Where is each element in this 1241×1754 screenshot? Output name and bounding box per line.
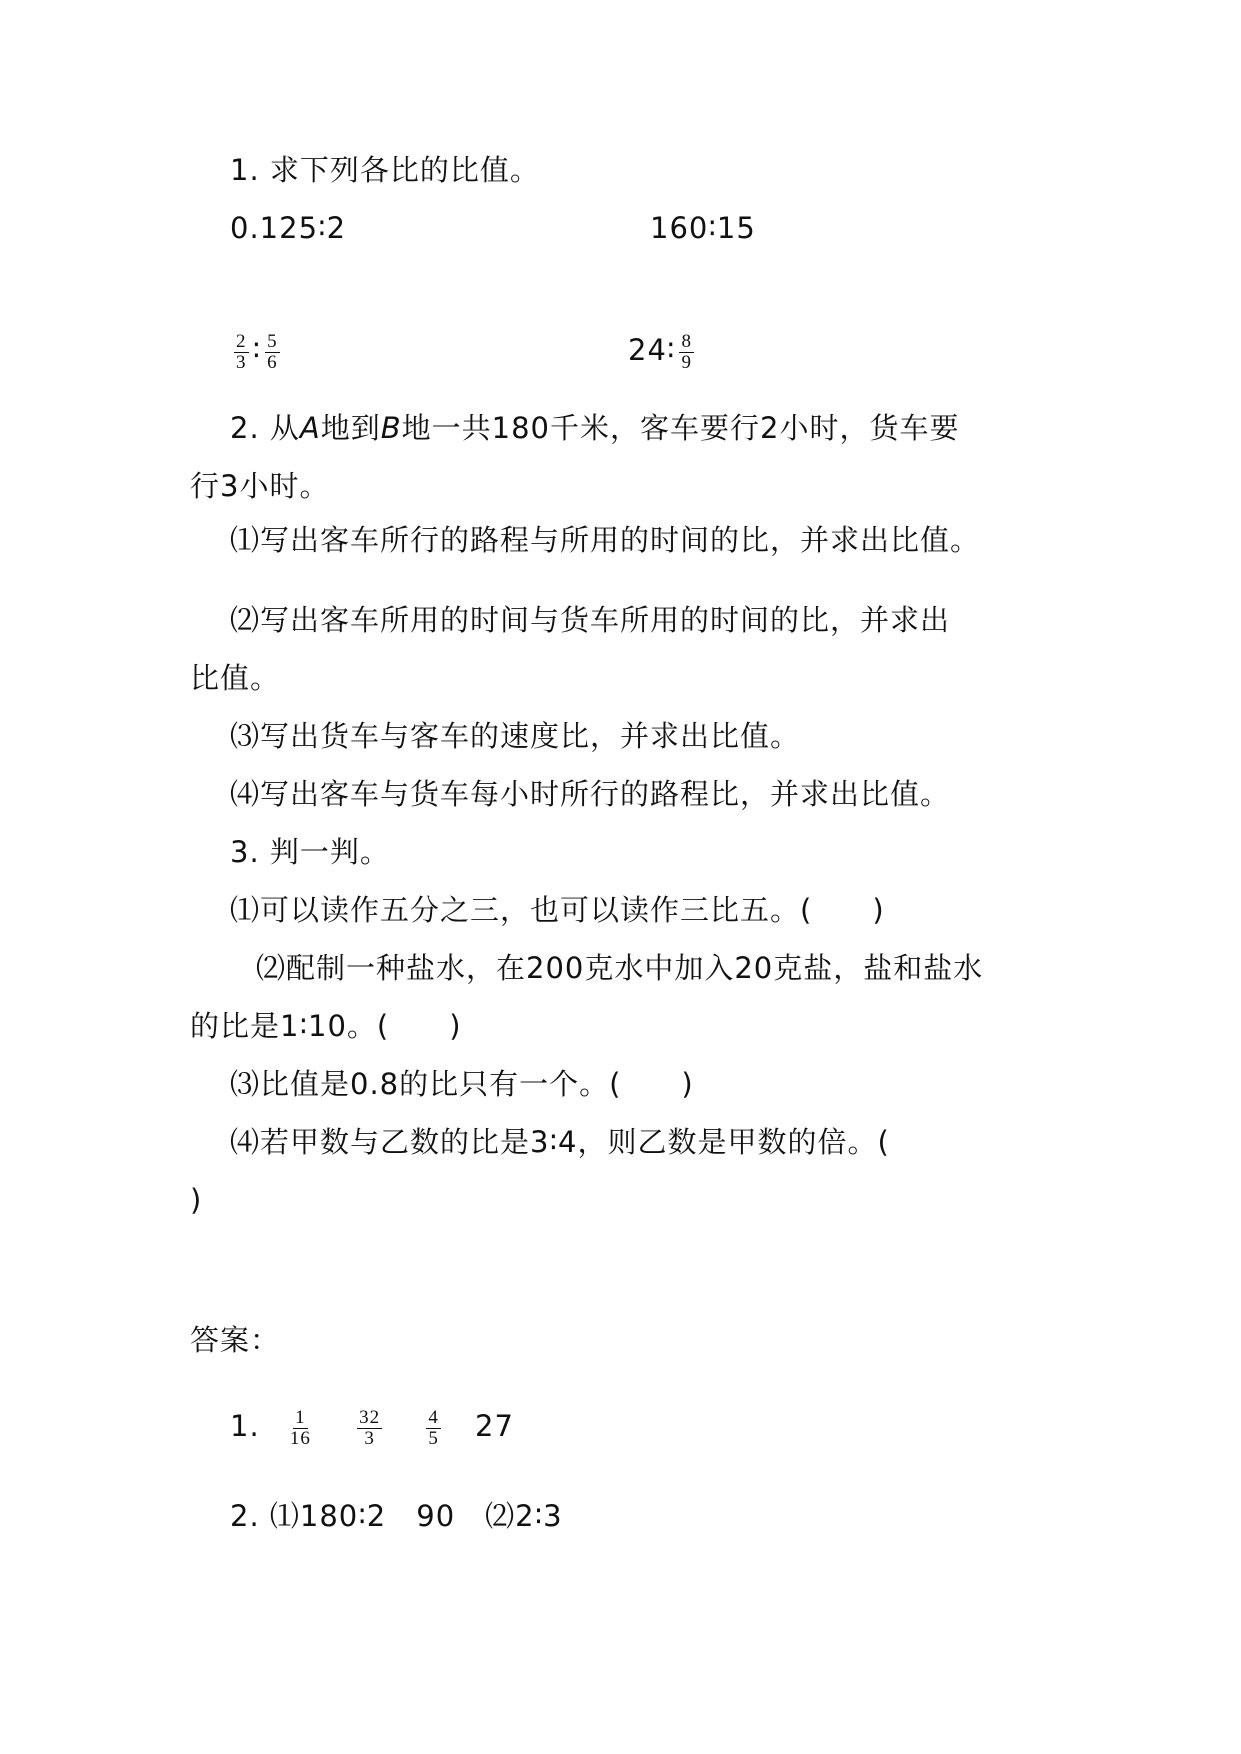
q3-sub-4: ⑷若甲数与乙数的比是3∶4，则乙数是甲数的倍。(	[230, 1125, 890, 1159]
q3-title: 3. 判一判。	[230, 835, 390, 869]
fraction: $\frac{2}{3}$	[236, 330, 247, 373]
fraction: $\frac{8}{9}$	[681, 330, 692, 373]
fraction: $\frac{5}{6}$	[267, 330, 278, 373]
q2-intro: 2. 从A地到B地一共180千米，客车要行2小时，货车要	[230, 411, 960, 445]
q1-ratio-d: 24∶ $\frac{8}{9}$	[628, 330, 692, 373]
q3-sub-2: ⑵配制一种盐水，在200克水中加入20克盐，盐和盐水	[256, 951, 984, 985]
q3-sub-3: ⑶比值是0.8的比只有一个。( )	[230, 1067, 694, 1101]
fraction: $\frac{32}{3}$	[359, 1406, 381, 1449]
q1-ratio-c	[230, 330, 284, 373]
ratio-colon: ∶	[252, 333, 262, 367]
fraction: $\frac{1}{16}$	[289, 1406, 311, 1449]
q3-sub-4-cont: )	[190, 1183, 203, 1217]
q2-sub-2: ⑵写出客车所用的时间与货车所用的时间的比，并求出	[230, 603, 951, 637]
q2-intro-cont: 行3小时。	[190, 469, 330, 503]
fraction: $\frac{4}{5}$	[428, 1406, 439, 1449]
answer-1: 1. $\frac{1}{16}$ $\frac{32}{3}$ $\frac{4}{5}$ 27	[230, 1406, 514, 1449]
q2-sub-1: ⑴写出客车所行的路程与所用的时间的比，并求出比值。	[230, 523, 981, 557]
q3-sub-2-cont: 的比是1∶10。( )	[190, 1009, 462, 1043]
answers-title: 答案：	[190, 1323, 281, 1357]
q1-ratio-b: 160∶15	[650, 211, 756, 245]
q2-sub-3: ⑶写出货车与客车的速度比，并求出比值。	[230, 719, 801, 753]
q2-sub-4: ⑷写出客车与货车每小时所行的路程比，并求出比值。	[230, 777, 951, 811]
q1-title: 1. 求下列各比的比值。	[230, 153, 540, 187]
q1-ratio-a: 0.125∶2	[230, 211, 347, 245]
q3-sub-1: ⑴可以读作五分之三，也可以读作三比五。( )	[230, 893, 885, 927]
answer-2: 2. ⑴180∶2 90 ⑵2∶3	[230, 1499, 563, 1533]
q2-sub-2-cont: 比值。	[190, 661, 281, 695]
